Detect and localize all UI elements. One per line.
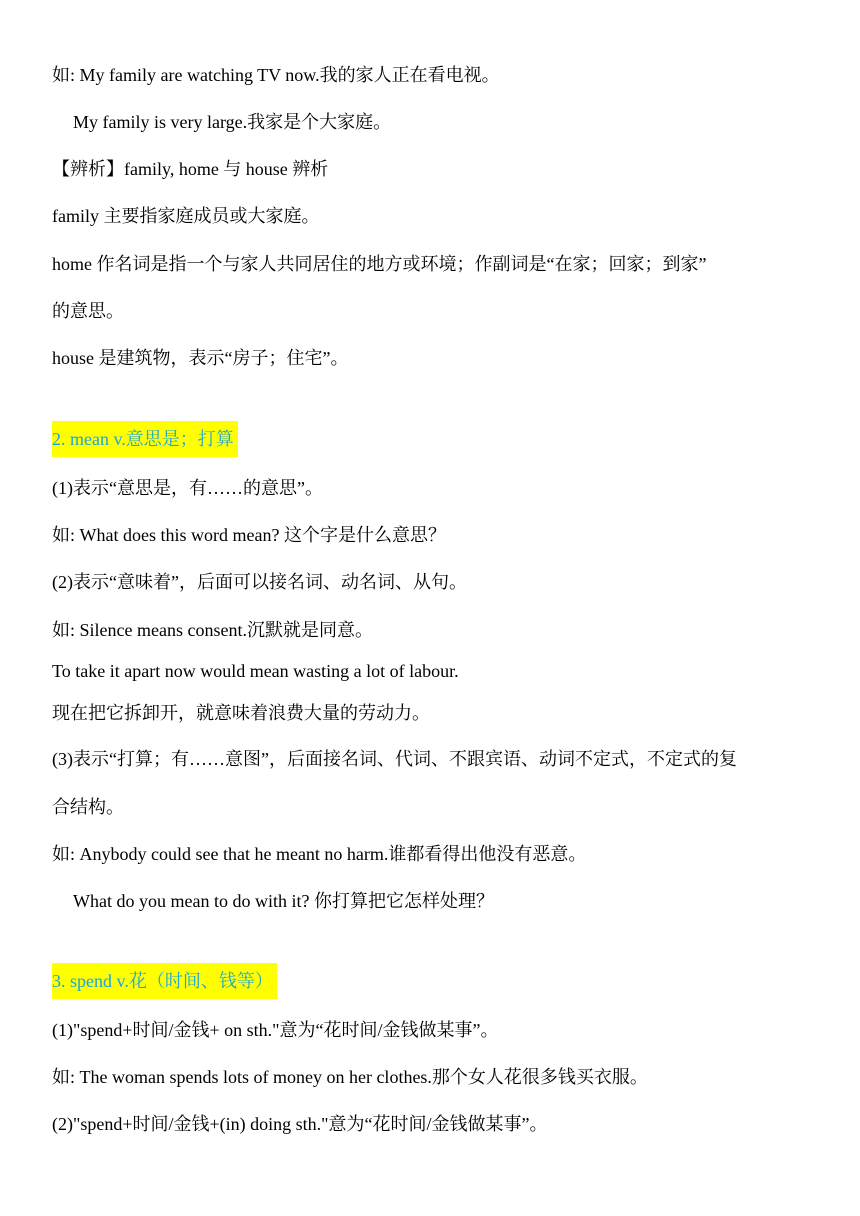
mean-usage-1: (1)表示“意思是，有……的意思”。: [52, 478, 323, 498]
house-definition: house 是建筑物，表示“房子；住宅”。: [52, 348, 349, 368]
example-family-watching-tv: 如: My family are watching TV now.我的家人正在看电视。: [52, 65, 500, 85]
family-definition: family 主要指家庭成员或大家庭。: [52, 206, 320, 226]
mean-example-5: What do you mean to do with it? 你打算把它怎样处理？: [73, 891, 494, 911]
example-family-large: My family is very large.我家是个大家庭。: [73, 112, 392, 132]
mean-example-1: 如: What does this word mean? 这个字是什么意思？: [52, 525, 446, 545]
mean-example-3-translation: 现在把它拆卸开，就意味着浪费大量的劳动力。: [52, 703, 430, 723]
comparison-heading: 【辨析】family, home 与 house 辨析: [52, 159, 329, 179]
home-definition-cont: 的意思。: [52, 301, 124, 321]
section-heading-mean: 2. mean v.意思是；打算: [52, 421, 238, 457]
spend-usage-1: (1)"spend+时间/金钱+ on sth."意为“花时间/金钱做某事”。: [52, 1020, 499, 1040]
spend-example-1: 如: The woman spends lots of money on her clothes.那个女人花很多钱买衣服。: [52, 1067, 648, 1087]
mean-example-3: To take it apart now would mean wasting a lot of labour.: [52, 661, 459, 681]
mean-example-2: 如: Silence means consent.沉默就是同意。: [52, 620, 373, 640]
mean-example-4: 如: Anybody could see that he meant no harm.谁都看得出他没有恶意。: [52, 844, 587, 864]
mean-usage-2: (2)表示“意味着”，后面可以接名词、动名词、从句。: [52, 572, 467, 592]
section-heading-spend: 3. spend v.花（时间、钱等）: [52, 963, 277, 999]
spend-usage-2: (2)"spend+时间/金钱+(in) doing sth."意为“花时间/金钱做某事”。: [52, 1114, 548, 1134]
mean-usage-3-cont: 合结构。: [52, 797, 124, 817]
mean-usage-3: (3)表示“打算；有……意图”，后面接名词、代词、不跟宾语、动词不定式，不定式的复: [52, 749, 737, 769]
home-definition: home 作名词是指一个与家人共同居住的地方或环境；作副词是“在家；回家；到家”: [52, 254, 707, 274]
